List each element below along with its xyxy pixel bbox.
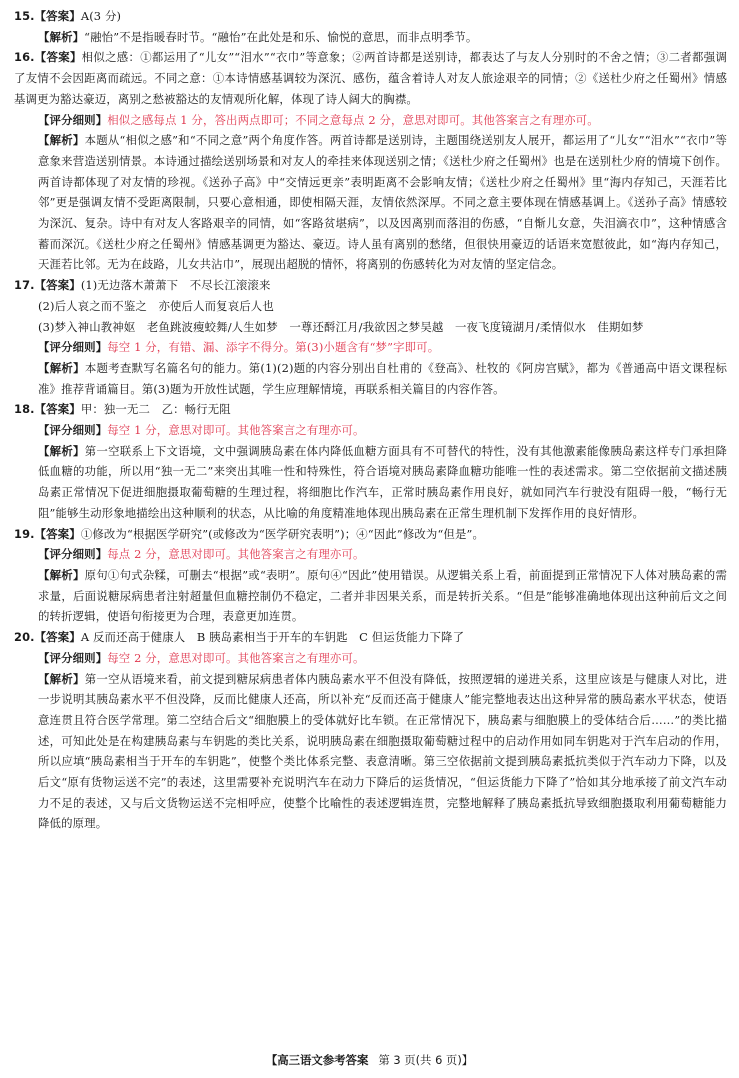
answer-tag: 【答案】 [34, 630, 81, 645]
scoring-line [14, 420, 727, 441]
scoring-tag: 【评分细则】 [38, 423, 108, 438]
scoring-line [14, 337, 727, 358]
answer-text: ①修改为“根据医学研究”(或修改为“医学研究表明”)；④“因此”修改为“但是”。 [80, 526, 485, 541]
analysis-text: 本题考查默写名篇名句的能力。第(1)(2)题的内容分别出自杜甫的《登高》、杜牧的《阿房宫赋》，都为《普通高中语文课程标准》推荐背诵篇目。第(3)题为开放性试题，学生应理解情境，再联系相关篇目的内容作答。 [38, 360, 727, 396]
answer-tag: 【答案】 [34, 278, 81, 293]
analysis-text: 第一空从语境来看，前文提到糖尿病患者体内胰岛素水平不但没有降低，按照逻辑的递进关系，这里应该是与健康人对比，进一步说明其胰岛素水平不但没降，反而比健康人还高，所以补充“反而还高于健康人”能完整地表达出这种异常的胰岛素水平状态，使语意连贯且符合医学常理。第二空结合后文“细胞膜上的受体就好比车锁。在正常情况下，胰岛素与细胞膜上的受体结合后……”的类比描述，可知此处是在构建胰岛素与车钥匙的类比关系，说明胰岛素在细胞摄取葡萄糖过程中的启动作用如同车钥匙对于汽车启动的作用，所以应填“胰岛素相当于开车的车钥匙”，使整个类比体系完整、表意清晰。第三空依据前文提到胰岛素抵抗类似于汽车动力下降，以及后文“原有货物运送不完”的表述，这里需要补充说明汽车在动力下降后的运货情况，“但运货能力下降了”恰如其分地承接了前文汽车动力不足的表述，又与后文货物运送不完相呼应，使整个比喻性的表述逻辑连贯，完整地解释了胰岛素抵抗导致细胞摄取利用葡萄糖能力降低的原理。 [38, 671, 727, 831]
answer-line [14, 47, 727, 109]
answer-line [14, 627, 727, 648]
footer-page-number: 第 3 页(共 6 页)】 [378, 1053, 474, 1067]
footer-title: 【高三语文参考答案 [265, 1053, 369, 1067]
analysis-line [14, 358, 727, 399]
scoring-tag: 【评分细则】 [38, 650, 108, 665]
scoring-text: 每空 2 分，意思对即可。其他答案言之有理亦可。 [107, 650, 365, 665]
analysis-line [14, 669, 727, 835]
analysis-tag: 【解析】 [38, 567, 85, 582]
analysis-tag: 【解析】 [38, 360, 85, 375]
scoring-text: 每点 2 分，意思对即可。其他答案言之有理亦可。 [107, 547, 365, 562]
answer-text: (1)无边落木萧萧下 不尽长江滚滚来 [80, 278, 271, 293]
answer-tag: 【答案】 [34, 9, 81, 23]
scoring-tag: 【评分细则】 [38, 547, 108, 562]
analysis-text: 第一空联系上下文语境，文中强调胰岛素在体内降低血糖方面具有不可替代的特性，没有其他激素能像胰岛素这样专门承担降低血糖的功能，所以用“独一无二”来突出其唯一性和特殊性，符合语境对胰岛素降血糖功能唯一性的表述需求。第二空依据前文描述胰岛素正常情况下促进细胞摄取葡萄糖的生理过程，将细胞比作汽车，正常时胰岛素作用良好，就如同汽车行驶没有阻碍一般，“畅行无阻”能够生动形象地描绘出这种顺利的状态，从比喻的角度精准地体现出胰岛素在正常生理机制下发挥作用的良好情形。 [38, 443, 727, 520]
answer-line [14, 524, 727, 545]
page-footer [0, 1052, 739, 1068]
question-number: 19. [14, 526, 35, 541]
question-number: 17. [14, 278, 35, 293]
answer-text: A(3 分) [80, 9, 122, 23]
answer-tag: 【答案】 [34, 50, 82, 65]
scoring-line [14, 110, 727, 131]
analysis-text: 原句①句式杂糅，可删去“根据”或“表明”。原句④“因此”使用错误。从逻辑关系上看，前面提到正常情况下人体对胰岛素的需求量，后面说糖尿病患者注射超量但血糖控制仍不稳定，二者并非因果关系，而是转折关系。“但是”能够准确地体现出这种前后文之间的转折逻辑，使语句衔接更为合理，表意更加连贯。 [38, 567, 727, 624]
analysis-text: “融怡”不是指暖春时节。“融怡”在此处是和乐、愉悦的意思，而非点明季节。 [84, 29, 478, 44]
question-18 [14, 399, 727, 523]
analysis-line [14, 441, 727, 524]
analysis-tag: 【解析】 [38, 29, 85, 44]
scoring-tag: 【评分细则】 [38, 340, 108, 355]
scoring-text: 每空 1 分，有错、漏、添字不得分。第(3)小题含有“梦”字即可。 [107, 340, 440, 355]
answer-tag: 【答案】 [34, 526, 81, 541]
scoring-line [14, 544, 727, 565]
answer-continuation: (2)后人哀之而不鉴之 亦使后人而复哀后人也 [38, 298, 274, 313]
analysis-line [14, 130, 727, 275]
question-number: 18. [14, 402, 35, 417]
question-20 [14, 627, 727, 834]
answer-line [14, 6, 727, 27]
scoring-text: 相似之感每点 1 分，答出两点即可；不同之意每点 2 分，意思对即可。其他答案言之有理亦可。 [107, 112, 599, 127]
scoring-line [14, 648, 727, 669]
answer-line [14, 399, 727, 420]
question-16 [14, 47, 727, 275]
analysis-line [14, 27, 727, 48]
answer-text: 相似之感：①都运用了“儿女”“泪水”“衣巾”等意象；②两首诗都是送别诗，都表达了与友人分别时的不舍之情；③二者都强调了友情不会因距离而疏远。不同之意：①本诗情感基调较为深沉、感伤，蕴含着诗人对友人旅途艰辛的同情；②《送杜少府之任蜀州》情感基调更为豁达豪迈，离别之愁被豁达的友情观所化解，体现了诗人阔大的胸襟。 [14, 50, 727, 106]
question-17 [14, 275, 727, 399]
question-19 [14, 524, 727, 628]
question-15 [14, 6, 727, 47]
answer-tag: 【答案】 [34, 402, 81, 417]
analysis-tag: 【解析】 [38, 443, 85, 458]
analysis-text: 本题从“相似之感”和“不同之意”两个角度作答。两首诗都是送别诗，主题围绕送别友人展开，都运用了“儿女”“泪水”“衣巾”等意象来营造送别情景。本诗通过描绘送别场景和对友人的牵挂来体现送别之情；《送杜少府之任蜀州》也是在送别杜少府的情境下创作。两首诗都体现了对友情的珍视。《送孙子高》中“交情远更亲”表明距离不会影响友情；《送杜少府之任蜀州》里“海内存知己，天涯若比邻”更是强调友情不受距离限制，只要心意相通，即使相隔天涯，友情依然深厚。不同之意主要体现在情感基调上。《送孙子高》情感较为深沉、复杂。诗中有对友人客路艰辛的同情，如“客路贫堪病”，以及因离别而落泪的伤感，“自惭儿女意，失泪滴衣巾”，这种情感含蓄而深沉。《送杜少府之任蜀州》情感基调更为豁达、豪迈。诗人虽有离别的愁绪，但很快用豪迈的话语来宽慰彼此，如“海内存知己，天涯若比邻。无为在歧路，儿女共沾巾”，展现出超脱的情怀，将离别的伤感转化为对友情的坚定信念。 [38, 133, 727, 272]
analysis-tag: 【解析】 [38, 133, 85, 148]
scoring-text: 每空 1 分，意思对即可。其他答案言之有理亦可。 [107, 423, 365, 438]
scoring-tag: 【评分细则】 [38, 112, 108, 127]
answer-text: A 反而还高于健康人 B 胰岛素相当于开车的车钥匙 C 但运货能力下降了 [80, 630, 465, 645]
question-number: 16. [14, 50, 35, 65]
answer-document [14, 6, 727, 834]
answer-continuation: (3)梦入神山教神妪 老鱼跳波瘦蛟舞/人生如梦 一尊还酹江月/我欲因之梦吴越 一夜飞度镜湖月/柔情似水 佳期如梦 [38, 319, 644, 334]
analysis-tag: 【解析】 [38, 671, 85, 686]
question-number: 20. [14, 630, 35, 645]
question-number: 15. [14, 9, 35, 23]
analysis-line [14, 565, 727, 627]
answer-text: 甲：独一无二 乙：畅行无阻 [80, 402, 231, 417]
answer-line [14, 275, 727, 296]
